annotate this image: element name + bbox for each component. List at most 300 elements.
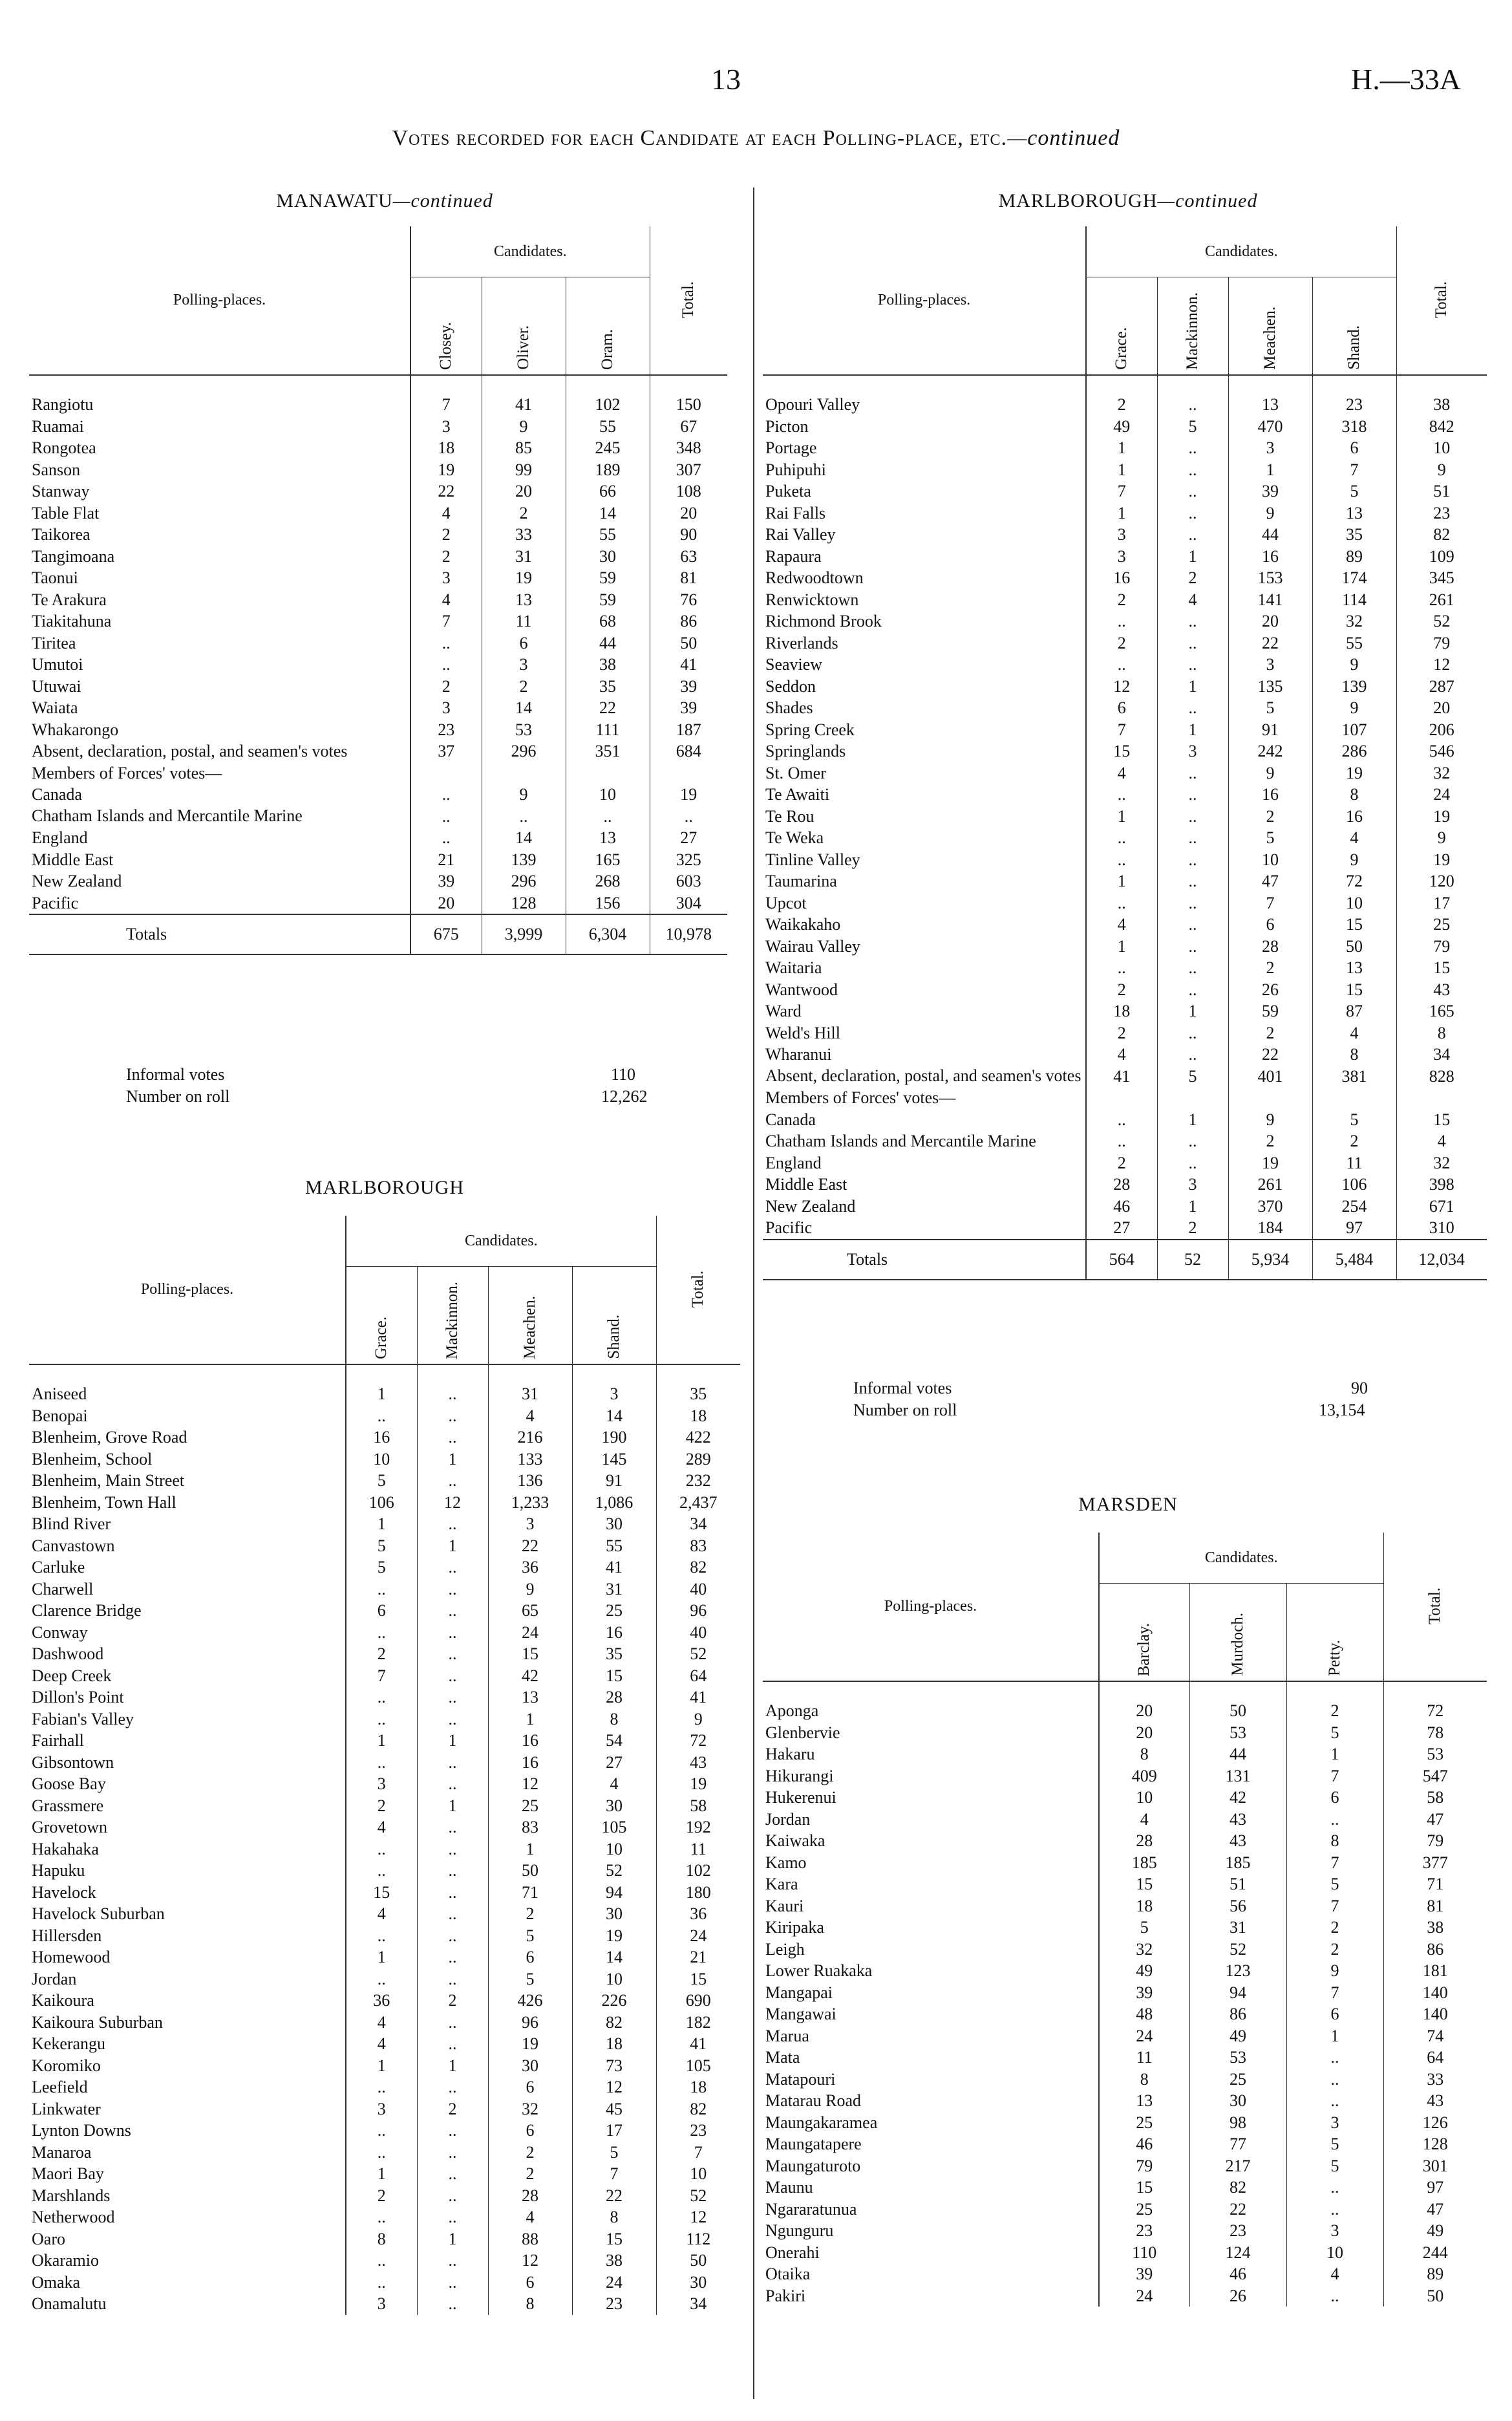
polling-place-name: Absent, declaration, postal, and seamen's votes: [763, 1066, 1086, 1088]
vote-cell: 12: [1433, 655, 1451, 674]
vote-cell: 1: [1086, 437, 1157, 459]
vote-cell: 6: [488, 2076, 572, 2098]
vote-cell: 1: [1086, 936, 1157, 958]
vote-cell: 4: [346, 2012, 417, 2034]
vote-cell: 22: [410, 480, 482, 502]
candidate-header: [410, 277, 482, 376]
vote-cell: 2: [1086, 589, 1157, 611]
vote-cell: 2: [346, 2185, 417, 2207]
vote-cell: 6: [488, 2120, 572, 2142]
vote-cell: ..: [1157, 914, 1228, 936]
vote-cell: ..: [1157, 936, 1228, 958]
vote-cell: 9: [694, 1709, 703, 1728]
polling-place-name: Springlands: [763, 740, 1086, 762]
vote-cell: 39: [410, 870, 482, 892]
vote-cell: 22: [488, 1535, 572, 1557]
vote-cell: 1: [346, 1364, 417, 1405]
vote-cell: 684: [676, 742, 701, 760]
vote-cell: 1: [488, 1708, 572, 1730]
vote-cell: 180: [685, 1882, 711, 1902]
vote-cell: 1: [1157, 546, 1228, 568]
vote-cell: 30: [572, 1795, 656, 1817]
polling-place-name: Ngunguru: [763, 2220, 1099, 2242]
vote-cell: ..: [1157, 375, 1228, 416]
table-row: [29, 870, 727, 892]
vote-cell: 86: [1427, 1939, 1444, 1959]
vote-cell: 2,437: [679, 1492, 718, 1512]
vote-cell: 30: [566, 546, 650, 568]
vote-cell: 5: [1286, 2133, 1383, 2155]
vote-cell: ..: [1157, 979, 1228, 1001]
vote-cell: ..: [1157, 502, 1228, 524]
vote-cell: 409: [1099, 1765, 1189, 1787]
vote-cell: 470: [1228, 416, 1312, 438]
vote-cell: 9: [1286, 1960, 1383, 1982]
vote-cell: 36: [488, 1556, 572, 1578]
vote-cell: 3: [1286, 2112, 1383, 2134]
vote-cell: 109: [1429, 546, 1454, 566]
total-header: [656, 1216, 740, 1364]
vote-cell: 4: [1099, 1809, 1189, 1831]
polling-place-name: Pacific: [29, 892, 410, 915]
table-row: [29, 1622, 740, 1644]
vote-cell: 14: [482, 697, 566, 719]
total-cell: 3,999: [482, 914, 566, 954]
polling-place-name: Kamo: [763, 1852, 1099, 1874]
vote-cell: 22: [1228, 1044, 1312, 1066]
vote-cell: 261: [1429, 590, 1454, 609]
vote-cell: 2: [1228, 806, 1312, 828]
marlborough-name: MARLBOROUGH: [998, 190, 1158, 211]
vote-cell: ..: [417, 1968, 488, 1990]
vote-cell: 19: [410, 459, 482, 481]
vote-cell: 15: [1086, 740, 1157, 762]
vote-cell: 52: [1433, 612, 1451, 630]
page-caption: [0, 126, 1512, 151]
polling-place-name: Puhipuhi: [763, 459, 1086, 481]
vote-cell: 20: [1228, 610, 1312, 632]
vote-cell: 1: [346, 1730, 417, 1752]
vote-cell: ..: [1157, 1152, 1228, 1174]
polling-place-name: Hapuku: [29, 1860, 346, 1882]
vote-cell: 24: [690, 1926, 707, 1945]
polling-place-name: Havelock: [29, 1882, 346, 1904]
vote-cell: 10: [1228, 849, 1312, 871]
vote-cell: 185: [1189, 1852, 1286, 1874]
vote-cell: 4: [488, 2206, 572, 2228]
vote-cell: 398: [1429, 1175, 1454, 1194]
vote-cell: ..: [417, 1364, 488, 1405]
vote-cell: 7: [1286, 1765, 1383, 1787]
vote-cell: 22: [572, 2185, 656, 2207]
vote-cell: ..: [346, 1860, 417, 1882]
vote-cell: 54: [572, 1730, 656, 1752]
vote-cell: 261: [1228, 1174, 1312, 1196]
vote-cell: 1: [1157, 676, 1228, 698]
polling-place-name: Ngararatunua: [763, 2199, 1099, 2221]
vote-cell: 268: [566, 870, 650, 892]
vote-cell: 16: [488, 1730, 572, 1752]
vote-cell: 2: [1228, 957, 1312, 979]
polling-place-name: Maungaturoto: [763, 2155, 1099, 2177]
table-row: [763, 2090, 1487, 2112]
vote-cell: 43: [1427, 2091, 1444, 2110]
candidates-header: Candidates.: [410, 226, 650, 277]
polling-place-name: Upcot: [763, 892, 1086, 914]
polling-place-name: Absent, declaration, postal, and seamen's votes: [29, 740, 410, 762]
vote-cell: ..: [417, 1838, 488, 1860]
vote-cell: 1: [1086, 806, 1157, 828]
table-row: [29, 2293, 740, 2315]
vote-cell: 17: [1433, 893, 1451, 912]
vote-cell: 35: [566, 676, 650, 698]
vote-cell: 9: [482, 416, 566, 438]
vote-cell: ..: [1157, 762, 1228, 784]
vote-cell: 30: [572, 1903, 656, 1925]
polling-place-name: England: [29, 827, 410, 849]
table-row: [29, 1903, 740, 1925]
polling-place-name: Blenheim, Grove Road: [29, 1426, 346, 1448]
table-row: [29, 762, 727, 784]
vote-cell: 286: [1312, 740, 1396, 762]
vote-cell: 59: [566, 589, 650, 611]
polling-place-name: Whakarongo: [29, 719, 410, 741]
vote-cell: 133: [488, 1448, 572, 1470]
vote-cell: 3: [1157, 740, 1228, 762]
vote-cell: 187: [676, 720, 701, 739]
vote-cell: 32: [1433, 763, 1451, 782]
vote-cell: 16: [1312, 806, 1396, 828]
vote-cell: 19: [572, 1925, 656, 1947]
vote-cell: 88: [488, 2228, 572, 2250]
polling-place-name: Rai Valley: [763, 524, 1086, 546]
vote-cell: ..: [1286, 1809, 1383, 1831]
total-cell: 12,034: [1396, 1240, 1487, 1280]
vote-cell: ..: [346, 1622, 417, 1644]
vote-cell: 8: [1437, 1023, 1446, 1042]
polling-place-name: Fabian's Valley: [29, 1708, 346, 1730]
polling-place-name: Otaika: [763, 2263, 1099, 2285]
vote-cell: 27: [680, 828, 697, 847]
table-row: [29, 806, 727, 828]
vote-cell: 301: [1422, 2156, 1448, 2175]
table-row: [29, 2120, 740, 2142]
vote-cell: 185: [1099, 1852, 1189, 1874]
candidate-header: [1099, 1584, 1189, 1682]
vote-cell: 48: [1099, 2003, 1189, 2025]
vote-cell: 52: [1189, 1939, 1286, 1961]
vote-cell: 206: [1429, 720, 1454, 739]
vote-cell: ..: [417, 1556, 488, 1578]
vote-cell: 49: [1189, 2025, 1286, 2047]
vote-cell: 6: [346, 1600, 417, 1622]
polling-place-name: Conway: [29, 1622, 346, 1644]
vote-cell: 106: [346, 1492, 417, 1514]
manawatu-roll-value: 12,262: [601, 1087, 648, 1106]
vote-cell: 55: [566, 524, 650, 546]
total-label: Total.: [1432, 281, 1451, 319]
vote-cell: 245: [566, 437, 650, 459]
polling-place-name: Grovetown: [29, 1816, 346, 1838]
polling-place-name: Weld's Hill: [763, 1022, 1086, 1044]
table-row: [29, 1364, 740, 1405]
vote-cell: 41: [680, 655, 697, 674]
vote-cell: 23: [1189, 2220, 1286, 2242]
vote-cell: 124: [1189, 2242, 1286, 2264]
vote-cell: 1: [1157, 1000, 1228, 1022]
marlborough-title: MARLBOROUGH: [304, 1177, 465, 1198]
vote-cell: 1: [1228, 459, 1312, 481]
totals-label: Totals: [29, 914, 410, 954]
vote-cell: ..: [346, 2120, 417, 2142]
vote-cell: 3: [410, 567, 482, 589]
vote-cell: 3: [1228, 437, 1312, 459]
vote-cell: 128: [1422, 2135, 1448, 2153]
vote-cell: 181: [1422, 1961, 1448, 1980]
vote-cell: 46: [1189, 2263, 1286, 2285]
vote-cell: 1: [1286, 2025, 1383, 2047]
polling-place-name: Kaikoura Suburban: [29, 2012, 346, 2034]
manawatu-cont: —continued: [392, 190, 493, 211]
table-row: [29, 459, 727, 481]
vote-cell: 4: [410, 502, 482, 524]
vote-cell: 19: [1433, 850, 1451, 869]
vote-cell: 2: [488, 1903, 572, 1925]
vote-cell: 1: [1286, 1743, 1383, 1765]
polling-place-name: Rai Falls: [763, 502, 1086, 524]
vote-cell: 174: [1312, 567, 1396, 589]
vote-cell: 351: [566, 740, 650, 762]
candidate-name: Mackinnon.: [1184, 292, 1201, 370]
vote-cell: 110: [1099, 2242, 1189, 2264]
vote-cell: 20: [482, 480, 566, 502]
vote-cell: 2: [346, 1795, 417, 1817]
vote-cell: 690: [685, 1991, 711, 2010]
vote-cell: 102: [685, 1861, 711, 1880]
vote-cell: 15: [1099, 2177, 1189, 2199]
vote-cell: 64: [1427, 2048, 1444, 2067]
vote-cell: 254: [1312, 1196, 1396, 1218]
polling-place-name: Jordan: [29, 1968, 346, 1990]
vote-cell: 422: [685, 1428, 711, 1447]
marlborough-cont-title: [763, 190, 1493, 212]
polling-place-name: Maori Bay: [29, 2163, 346, 2185]
vote-cell: [566, 762, 650, 784]
table-row: [29, 1643, 740, 1665]
vote-cell: 38: [572, 2250, 656, 2272]
polling-place-name: Taumarina: [763, 870, 1086, 892]
vote-cell: 9: [488, 1578, 572, 1600]
table-row: [763, 892, 1487, 914]
polling-place-name: Pakiri: [763, 2285, 1099, 2307]
polling-place-name: Waitaria: [763, 957, 1086, 979]
vote-cell: 145: [572, 1448, 656, 1470]
vote-cell: 8: [488, 2293, 572, 2315]
marlborough-section: [29, 1170, 740, 2399]
vote-cell: 2: [1086, 979, 1157, 1001]
vote-cell: 16: [1086, 567, 1157, 589]
vote-cell: 68: [566, 610, 650, 632]
vote-cell: [1228, 1087, 1312, 1109]
vote-cell: 217: [1189, 2155, 1286, 2177]
table-row: [763, 524, 1487, 546]
table-row: [763, 589, 1487, 611]
vote-cell: 55: [1312, 632, 1396, 654]
vote-cell: 38: [1427, 1918, 1444, 1937]
marsden-section: [763, 1487, 1493, 2405]
vote-cell: 7: [1286, 1852, 1383, 1874]
vote-cell: 20: [1099, 1681, 1189, 1722]
vote-cell: 15: [346, 1882, 417, 1904]
vote-cell: 39: [1099, 2263, 1189, 2285]
vote-cell: ..: [346, 1708, 417, 1730]
vote-cell: 8: [1312, 784, 1396, 806]
vote-cell: 43: [690, 1752, 707, 1772]
table-row: [29, 2098, 740, 2120]
vote-cell: 11: [1099, 2047, 1189, 2069]
vote-cell: 44: [1228, 524, 1312, 546]
marlborough-roll-label: Number on roll: [853, 1401, 957, 1419]
vote-cell: ..: [417, 1600, 488, 1622]
vote-cell: 13: [1228, 375, 1312, 416]
vote-cell: 546: [1429, 742, 1454, 760]
vote-cell: 22: [1189, 2199, 1286, 2221]
vote-cell: 1: [1086, 459, 1157, 481]
polling-place-name: Mangawai: [763, 2003, 1099, 2025]
vote-cell: 242: [1228, 740, 1312, 762]
vote-cell: 19: [690, 1774, 707, 1793]
vote-cell: ..: [1286, 2285, 1383, 2307]
vote-cell: 5: [346, 1556, 417, 1578]
polling-place-name: Clarence Bridge: [29, 1600, 346, 1622]
candidate-header: [488, 1267, 572, 1365]
table-row: [763, 459, 1487, 481]
polling-place-name: Rongotea: [29, 437, 410, 459]
vote-cell: ..: [346, 1752, 417, 1774]
table-row: [29, 375, 727, 416]
vote-cell: 91: [572, 1470, 656, 1492]
vote-cell: 26: [1189, 2285, 1286, 2307]
table-row: [29, 654, 727, 676]
vote-cell: 153: [1228, 567, 1312, 589]
vote-cell: 828: [1429, 1066, 1454, 1086]
vote-cell: 2: [346, 1643, 417, 1665]
vote-cell: 89: [1312, 546, 1396, 568]
vote-cell: 4: [346, 1903, 417, 1925]
polling-place-name: Matarau Road: [763, 2090, 1099, 2112]
polling-place-name: Tinline Valley: [763, 849, 1086, 871]
vote-cell: ..: [417, 1470, 488, 1492]
table-row: [763, 2069, 1487, 2091]
vote-cell: 56: [1189, 1895, 1286, 1917]
vote-cell: 10: [1312, 892, 1396, 914]
total-label: Total.: [689, 1271, 707, 1308]
vote-cell: ..: [1157, 849, 1228, 871]
table-row: [763, 1217, 1487, 1240]
vote-cell: 1,233: [488, 1492, 572, 1514]
vote-cell: 1: [1157, 1109, 1228, 1131]
vote-cell: 105: [572, 1816, 656, 1838]
vote-cell: 49: [1086, 416, 1157, 438]
vote-cell: 3: [488, 1513, 572, 1535]
polling-places-header: Polling-places.: [763, 1533, 1099, 1681]
polling-place-name: Shades: [763, 697, 1086, 719]
vote-cell: 7: [1286, 1895, 1383, 1917]
vote-cell: 44: [1189, 1743, 1286, 1765]
table-row: [763, 1000, 1487, 1022]
vote-cell: 79: [1433, 936, 1451, 956]
vote-cell: 6: [482, 632, 566, 654]
vote-cell: 23: [1312, 375, 1396, 416]
vote-cell: 20: [410, 892, 482, 915]
vote-cell: 310: [1429, 1218, 1454, 1237]
vote-cell: 7: [346, 1665, 417, 1687]
vote-cell: ..: [1086, 957, 1157, 979]
vote-cell: 4: [1286, 2263, 1383, 2285]
vote-cell: 22: [1228, 632, 1312, 654]
vote-cell: ..: [1086, 784, 1157, 806]
polling-place-name: Ward: [763, 1000, 1086, 1022]
vote-cell: 7: [1228, 892, 1312, 914]
vote-cell: ..: [1286, 2069, 1383, 2091]
vote-cell: 42: [1189, 1787, 1286, 1809]
vote-cell: 182: [685, 2012, 711, 2032]
table-row: [763, 1743, 1487, 1765]
vote-cell: ..: [1286, 2177, 1383, 2199]
vote-cell: ..: [346, 1405, 417, 1427]
vote-cell: ..: [417, 1405, 488, 1427]
polling-place-name: Kauri: [763, 1895, 1099, 1917]
vote-cell: 14: [566, 502, 650, 524]
vote-cell: ..: [417, 2206, 488, 2228]
polling-place-name: Richmond Brook: [763, 610, 1086, 632]
candidate-header: [1228, 277, 1312, 376]
vote-cell: 1: [346, 2055, 417, 2077]
vote-cell: 50: [690, 2251, 707, 2270]
vote-cell: 1: [417, 2055, 488, 2077]
vote-cell: 2: [1157, 1217, 1228, 1240]
total-cell: 6,304: [566, 914, 650, 954]
vote-cell: 140: [1422, 1983, 1448, 2002]
vote-cell: 55: [572, 1535, 656, 1557]
vote-cell: 3: [346, 2293, 417, 2315]
vote-cell: 136: [488, 1470, 572, 1492]
table-row: [29, 1686, 740, 1708]
vote-cell: ..: [1157, 1044, 1228, 1066]
vote-cell: ..: [1157, 784, 1228, 806]
vote-cell: 15: [488, 1643, 572, 1665]
vote-cell: 1: [488, 1838, 572, 1860]
polling-place-name: Renwicktown: [763, 589, 1086, 611]
vote-cell: 141: [1228, 589, 1312, 611]
polling-place-name: Canada: [29, 784, 410, 806]
vote-cell: 3: [410, 416, 482, 438]
vote-cell: 5: [1312, 480, 1396, 502]
table-row: [29, 2272, 740, 2294]
total-cell: 5,484: [1312, 1240, 1396, 1280]
vote-cell: 2: [1286, 1681, 1383, 1722]
vote-cell: ..: [417, 1860, 488, 1882]
vote-cell: 97: [1312, 1217, 1396, 1240]
vote-cell: 348: [676, 438, 701, 457]
vote-cell: 9: [1228, 502, 1312, 524]
vote-cell: 83: [488, 1816, 572, 1838]
vote-cell: 39: [680, 676, 697, 696]
polling-place-name: Seddon: [763, 676, 1086, 698]
vote-cell: 102: [566, 375, 650, 416]
vote-cell: 18: [410, 437, 482, 459]
vote-cell: 59: [566, 567, 650, 589]
